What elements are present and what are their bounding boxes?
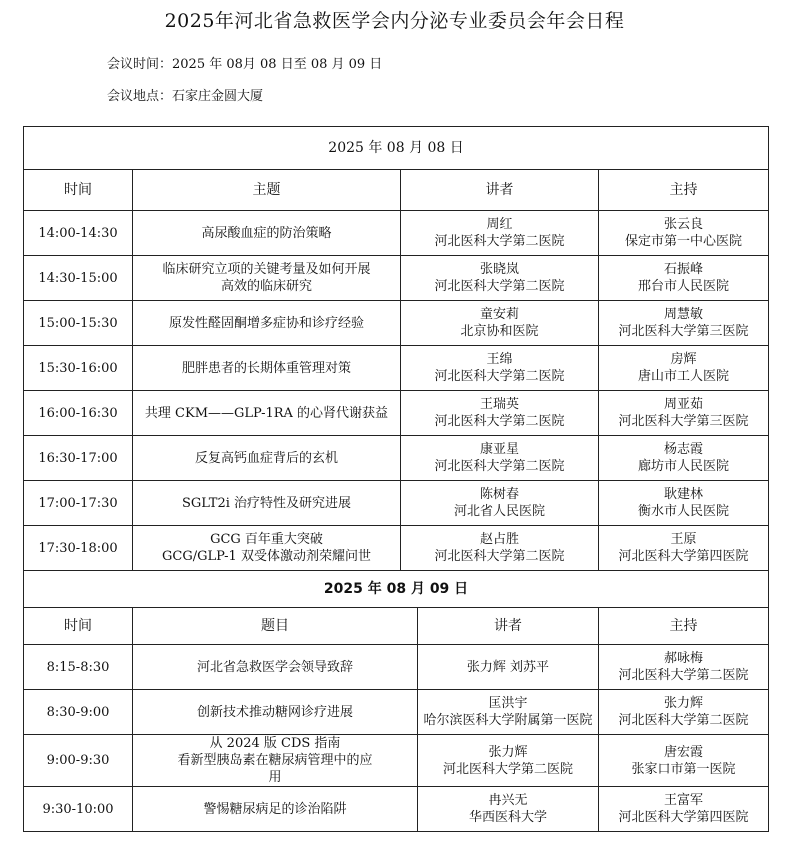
table-row — [24, 690, 769, 735]
host-cell — [599, 690, 769, 735]
host-cell — [599, 436, 769, 481]
table-row — [24, 526, 769, 571]
topic-cell-line: 河北省急救医学会领导致辞 — [196, 659, 353, 675]
topic-cell — [133, 211, 401, 256]
speaker-cell-line: 河北医科大学第二医院 — [442, 761, 573, 777]
time-cell — [24, 391, 133, 436]
time-cell-line: 15:30-16:00 — [38, 360, 118, 376]
day-header-row — [24, 127, 769, 170]
host-cell — [599, 481, 769, 526]
time-cell-line: 17:00-17:30 — [38, 495, 118, 511]
host-cell-line: 杨志霞 — [664, 442, 704, 457]
host-cell — [599, 211, 769, 256]
time-cell-line: 17:30-18:00 — [38, 540, 118, 556]
speaker-cell — [401, 301, 599, 346]
host-cell-line: 河北医科大学第二医院 — [618, 713, 749, 728]
speaker-cell — [401, 256, 599, 301]
time-cell — [24, 645, 133, 690]
host-cell — [599, 645, 769, 690]
host-cell-line: 廊坊市人民医院 — [638, 459, 730, 474]
column-header — [599, 608, 769, 645]
time-cell — [24, 735, 133, 787]
table-row — [24, 436, 769, 481]
topic-cell-line: 原发性醛固酮增多症协和诊疗经验 — [168, 315, 364, 331]
speaker-cell — [401, 391, 599, 436]
topic-cell — [133, 735, 418, 787]
topic-cell-line: 反复高钙血症背后的玄机 — [194, 450, 338, 466]
host-cell-line: 保定市第一中心医院 — [625, 234, 743, 249]
speaker-cell-line: 河北医科大学第二医院 — [434, 549, 565, 564]
column-header — [133, 608, 418, 645]
host-cell-line: 唐山市工人医院 — [638, 369, 730, 384]
speaker-cell — [418, 690, 599, 735]
host-cell — [599, 391, 769, 436]
time-cell-line: 8:30-9:00 — [46, 704, 110, 720]
column-header-line: 时间 — [64, 617, 92, 634]
table-row — [24, 645, 769, 690]
table-row — [24, 391, 769, 436]
speaker-cell-line: 河北医科大学第二医院 — [434, 414, 565, 429]
time-cell — [24, 481, 133, 526]
time-cell — [24, 787, 133, 832]
speaker-cell-line: 河北医科大学第二医院 — [434, 369, 565, 384]
speaker-cell-line: 匡洪宇 — [488, 696, 528, 711]
host-cell — [599, 787, 769, 832]
day-date-line: 2025 年 08 月 08 日 — [328, 139, 464, 156]
topic-cell — [133, 436, 401, 481]
column-header — [401, 170, 599, 211]
topic-cell — [133, 787, 418, 832]
speaker-cell-line: 张晓岚 — [479, 262, 519, 277]
host-cell-line: 衡水市人民医院 — [638, 504, 730, 519]
topic-cell-line: 看新型胰岛素在糖尿病管理中的应 — [177, 753, 373, 768]
speaker-cell-line: 周红 — [486, 217, 513, 232]
topic-cell-line: 警惕糖尿病足的诊治陷阱 — [203, 801, 347, 817]
topic-cell-line: SGLT2i 治疗特性及研究进展 — [181, 495, 352, 511]
time-cell-line: 9:30-10:00 — [42, 801, 114, 817]
topic-cell — [133, 301, 401, 346]
column-header-line: 时间 — [64, 181, 92, 198]
day-date — [24, 127, 769, 170]
speaker-cell — [401, 436, 599, 481]
host-cell-line: 周慧敏 — [664, 307, 704, 322]
topic-cell — [133, 645, 418, 690]
topic-cell-line: GCG/GLP-1 双受体激动剂荣耀问世 — [162, 549, 371, 564]
time-cell-line: 16:30-17:00 — [38, 450, 118, 466]
host-cell-line: 王富军 — [664, 793, 704, 808]
time-cell — [24, 211, 133, 256]
topic-cell — [133, 481, 401, 526]
speaker-cell — [401, 526, 599, 571]
host-cell — [599, 526, 769, 571]
time-cell-line: 8:15-8:30 — [46, 659, 110, 675]
host-cell — [599, 256, 769, 301]
time-cell-line: 14:30-15:00 — [38, 270, 118, 286]
host-cell — [599, 735, 769, 787]
speaker-cell — [401, 211, 599, 256]
column-header-line: 讲者 — [485, 181, 514, 198]
time-cell — [24, 690, 133, 735]
host-cell-line: 郝咏梅 — [664, 651, 704, 666]
topic-cell-line: 高尿酸血症的防治策略 — [201, 225, 332, 241]
speaker-cell — [401, 346, 599, 391]
table-row — [24, 346, 769, 391]
time-cell-line: 16:00-16:30 — [38, 405, 118, 421]
speaker-cell-line: 张力辉 刘苏平 — [466, 659, 550, 675]
host-cell-line: 河北医科大学第四医院 — [618, 549, 749, 564]
table-row — [24, 256, 769, 301]
topic-cell-line: 高效的临床研究 — [220, 279, 312, 294]
speaker-cell-line: 华西医科大学 — [468, 810, 547, 825]
speaker-cell-line: 哈尔滨医科大学附属第一医院 — [423, 713, 593, 728]
speaker-cell-line: 河北省人民医院 — [453, 504, 545, 519]
speaker-cell-line: 陈树春 — [479, 487, 519, 502]
topic-cell-line: 临床研究立项的关键考量及如何开展 — [162, 262, 371, 277]
column-header-line: 主持 — [669, 617, 698, 634]
column-header-line: 主题 — [252, 181, 281, 198]
topic-cell-line: 从 2024 版 CDS 指南 — [209, 736, 341, 751]
host-cell-line: 耿建林 — [664, 487, 704, 502]
time-cell-line: 15:00-15:30 — [38, 315, 118, 331]
table-row — [24, 787, 769, 832]
page-title: 2025年河北省急救医学会内分泌专业委员会年会日程 — [164, 10, 625, 32]
column-header — [599, 170, 769, 211]
topic-cell — [133, 391, 401, 436]
table-row — [24, 481, 769, 526]
speaker-cell — [418, 787, 599, 832]
topic-cell-line: 肥胖患者的长期体重管理对策 — [181, 360, 351, 376]
column-header — [24, 170, 133, 211]
host-cell-line: 河北医科大学第三医院 — [618, 414, 749, 429]
column-header — [24, 608, 133, 645]
day-date-line: 2025 年 08 月 09 日 — [323, 580, 469, 597]
speaker-cell — [418, 735, 599, 787]
topic-cell — [133, 526, 401, 571]
host-cell-line: 石振峰 — [664, 262, 704, 277]
column-header — [133, 170, 401, 211]
host-cell-line: 房辉 — [670, 352, 697, 367]
host-cell-line: 张力辉 — [664, 696, 704, 711]
column-header-line: 题目 — [261, 617, 289, 634]
topic-cell — [133, 346, 401, 391]
time-cell — [24, 436, 133, 481]
topic-cell — [133, 690, 418, 735]
table-row — [24, 301, 769, 346]
column-header-row — [24, 170, 769, 211]
column-header-row — [24, 608, 769, 645]
speaker-cell-line: 冉兴无 — [488, 793, 528, 808]
host-cell-line: 河北医科大学第二医院 — [618, 668, 749, 683]
topic-cell-line: 创新技术推动糖网诊疗进展 — [196, 704, 353, 720]
speaker-cell — [401, 481, 599, 526]
topic-cell-line: 用 — [268, 770, 282, 785]
topic-cell-line: GCG 百年重大突破 — [210, 532, 323, 547]
speaker-cell — [418, 645, 599, 690]
schedule-table — [23, 126, 769, 832]
speaker-cell-line: 河北医科大学第二医院 — [434, 279, 565, 294]
speaker-cell-line: 康亚星 — [479, 442, 519, 457]
speaker-cell-line: 王绵 — [486, 352, 513, 367]
host-cell-line: 张家口市第一医院 — [631, 761, 736, 777]
host-cell-line: 邢台市人民医院 — [638, 279, 730, 294]
host-cell-line: 河北医科大学第四医院 — [618, 810, 749, 825]
topic-cell-line: 共理 CKM——GLP-1RA 的心肾代谢获益 — [144, 405, 389, 421]
time-cell — [24, 346, 133, 391]
table-row — [24, 211, 769, 256]
column-header — [418, 608, 599, 645]
host-cell-line: 河北医科大学第三医院 — [618, 324, 749, 339]
day-date — [24, 571, 769, 608]
speaker-cell-line: 北京协和医院 — [460, 324, 539, 339]
host-cell-line: 周亚茹 — [664, 397, 704, 412]
column-header-line: 主持 — [669, 181, 698, 198]
meeting-place: 会议地点：石家庄金圆大厦 — [107, 89, 264, 104]
time-cell-line: 14:00-14:30 — [38, 225, 118, 241]
speaker-cell-line: 河北医科大学第二医院 — [434, 234, 565, 249]
column-header-line: 讲者 — [494, 617, 522, 634]
time-cell — [24, 256, 133, 301]
time-cell — [24, 301, 133, 346]
speaker-cell-line: 张力辉 — [488, 744, 528, 760]
time-cell-line: 9:00-9:30 — [46, 753, 110, 768]
speaker-cell-line: 赵占胜 — [479, 532, 519, 547]
topic-cell — [133, 256, 401, 301]
table-row — [24, 735, 769, 787]
day-header-row — [24, 571, 769, 608]
host-cell-line: 王原 — [670, 532, 697, 547]
host-cell — [599, 346, 769, 391]
meeting-time: 会议时间：2025 年 08月 08 日至 08 月 09 日 — [107, 57, 383, 72]
time-cell — [24, 526, 133, 571]
host-cell-line: 张云良 — [664, 217, 704, 232]
speaker-cell-line: 王瑞英 — [479, 397, 519, 412]
host-cell — [599, 301, 769, 346]
host-cell-line: 唐宏霞 — [664, 744, 704, 760]
speaker-cell-line: 童安莉 — [479, 307, 519, 322]
speaker-cell-line: 河北医科大学第二医院 — [434, 459, 565, 474]
